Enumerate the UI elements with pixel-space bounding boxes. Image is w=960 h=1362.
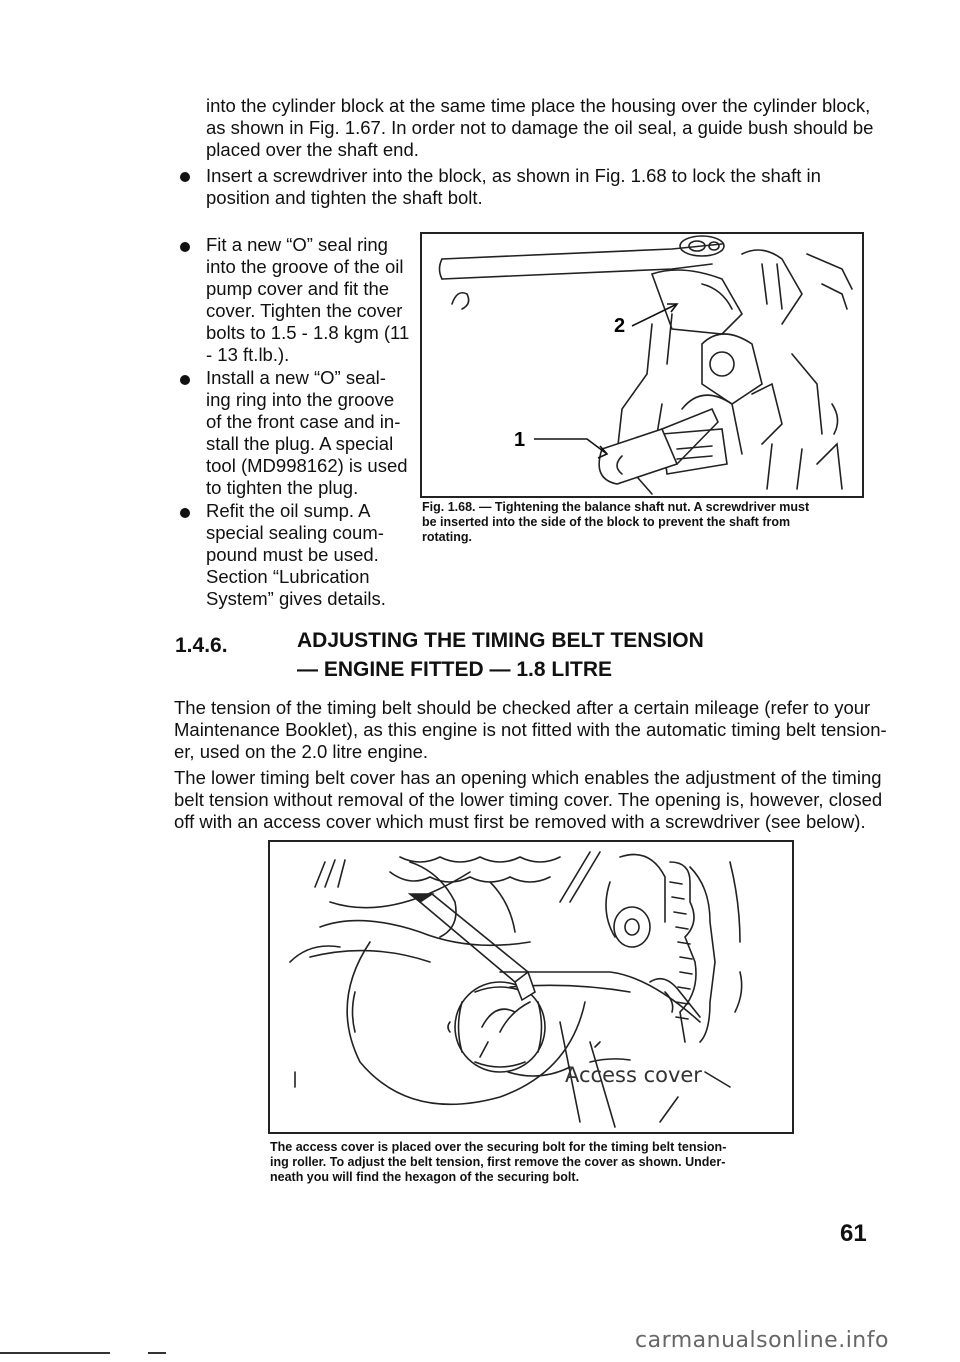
bullet-plug-line: to tighten the plug.: [206, 477, 359, 498]
bullet-oring-line: bolts to 1.5 - 1.8 kgm (11: [206, 322, 410, 343]
callout-1: 1: [514, 429, 526, 451]
bullet-plug-line: stall the plug. A special: [206, 433, 394, 454]
section-title-line-2: — ENGINE FITTED — 1.8 LITRE: [297, 658, 613, 681]
caption-line: rotating.: [422, 530, 472, 544]
bullet-sump-line: Refit the oil sump. A: [206, 500, 371, 521]
caption-line: The access cover is placed over the securing bolt for the timing belt tension-: [270, 1140, 727, 1154]
footer-rule-short: [148, 1352, 166, 1354]
footer-watermark[interactable]: carmanualsonline.info: [635, 1328, 889, 1353]
bullet-sump-line: special sealing coum-: [206, 522, 384, 543]
bullet-dot: [180, 508, 190, 518]
bullet-plug-line: Install a new “O” seal-: [206, 367, 386, 388]
para2-line: belt tension without removal of the lower timing cover. The opening is, however, closed: [174, 789, 883, 810]
bullet-plug-line: of the front case and in-: [206, 411, 401, 432]
intro-line-1: into the cylinder block at the same time place the housing over the cylinder block,: [206, 95, 871, 116]
bullet-dot: [180, 242, 190, 252]
para1-line: The tension of the timing belt should be checked after a certain mileage (refer to your: [174, 697, 871, 718]
bullet-oring-line: cover. Tighten the cover: [206, 300, 403, 321]
bullet-sump-line: System” gives details.: [206, 588, 386, 609]
bullet-sump-line: Section “Lubrication: [206, 566, 370, 587]
figure-balance-shaft: [420, 232, 864, 498]
callout-2: 2: [614, 315, 626, 337]
bullet-screwdriver-line-2: position and tighten the shaft bolt.: [206, 187, 483, 208]
bullet-oring-line: Fit a new “O” seal ring: [206, 234, 388, 255]
caption-line: Fig. 1.68. — Tightening the balance shaft nut. A screwdriver must: [422, 500, 810, 514]
page-number: 61: [840, 1220, 867, 1247]
caption-line: be inserted into the side of the block to prevent the shaft from: [422, 515, 791, 529]
footer-rule: [0, 1352, 110, 1354]
para1-line: er, used on the 2.0 litre engine.: [174, 741, 429, 762]
caption-line: ing roller. To adjust the belt tension, first remove the cover as shown. Under-: [270, 1155, 726, 1169]
timing-cover-illustration: [270, 842, 792, 1132]
intro-line-3: placed over the shaft end.: [206, 139, 419, 160]
bullet-sump-line: pound must be used.: [206, 544, 379, 565]
figure-access-cover: [268, 840, 794, 1134]
bullet-plug-line: tool (MD998162) is used: [206, 455, 408, 476]
para2-line: The lower timing belt cover has an opening which enables the adjustment of the timing: [174, 767, 882, 788]
bullet-plug-line: ing ring into the groove: [206, 389, 395, 410]
para1-line: Maintenance Booklet), as this engine is not fitted with the automatic timing belt tension-: [174, 719, 887, 740]
caption-line: neath you will find the hexagon of the securing bolt.: [270, 1170, 580, 1184]
access-cover-label: Access cover: [565, 1063, 702, 1087]
intro-line-2: as shown in Fig. 1.67. In order not to damage the oil seal, a guide bush should be: [206, 117, 874, 138]
bullet-dot: [180, 172, 190, 182]
bullet-dot: [180, 375, 190, 385]
para2-line: off with an access cover which must first be removed with a screwdriver (see below).: [174, 811, 866, 832]
section-title-line-1: ADJUSTING THE TIMING BELT TENSION: [297, 629, 704, 652]
bullet-oring-line: pump cover and fit the: [206, 278, 390, 299]
section-number: 1.4.6.: [175, 634, 228, 657]
bullet-screwdriver-line-1: Insert a screwdriver into the block, as shown in Fig. 1.68 to lock the shaft in: [206, 165, 821, 186]
bullet-oring-line: - 13 ft.lb.).: [206, 344, 290, 365]
engine-illustration: [422, 234, 862, 496]
bullet-oring-line: into the groove of the oil: [206, 256, 404, 277]
